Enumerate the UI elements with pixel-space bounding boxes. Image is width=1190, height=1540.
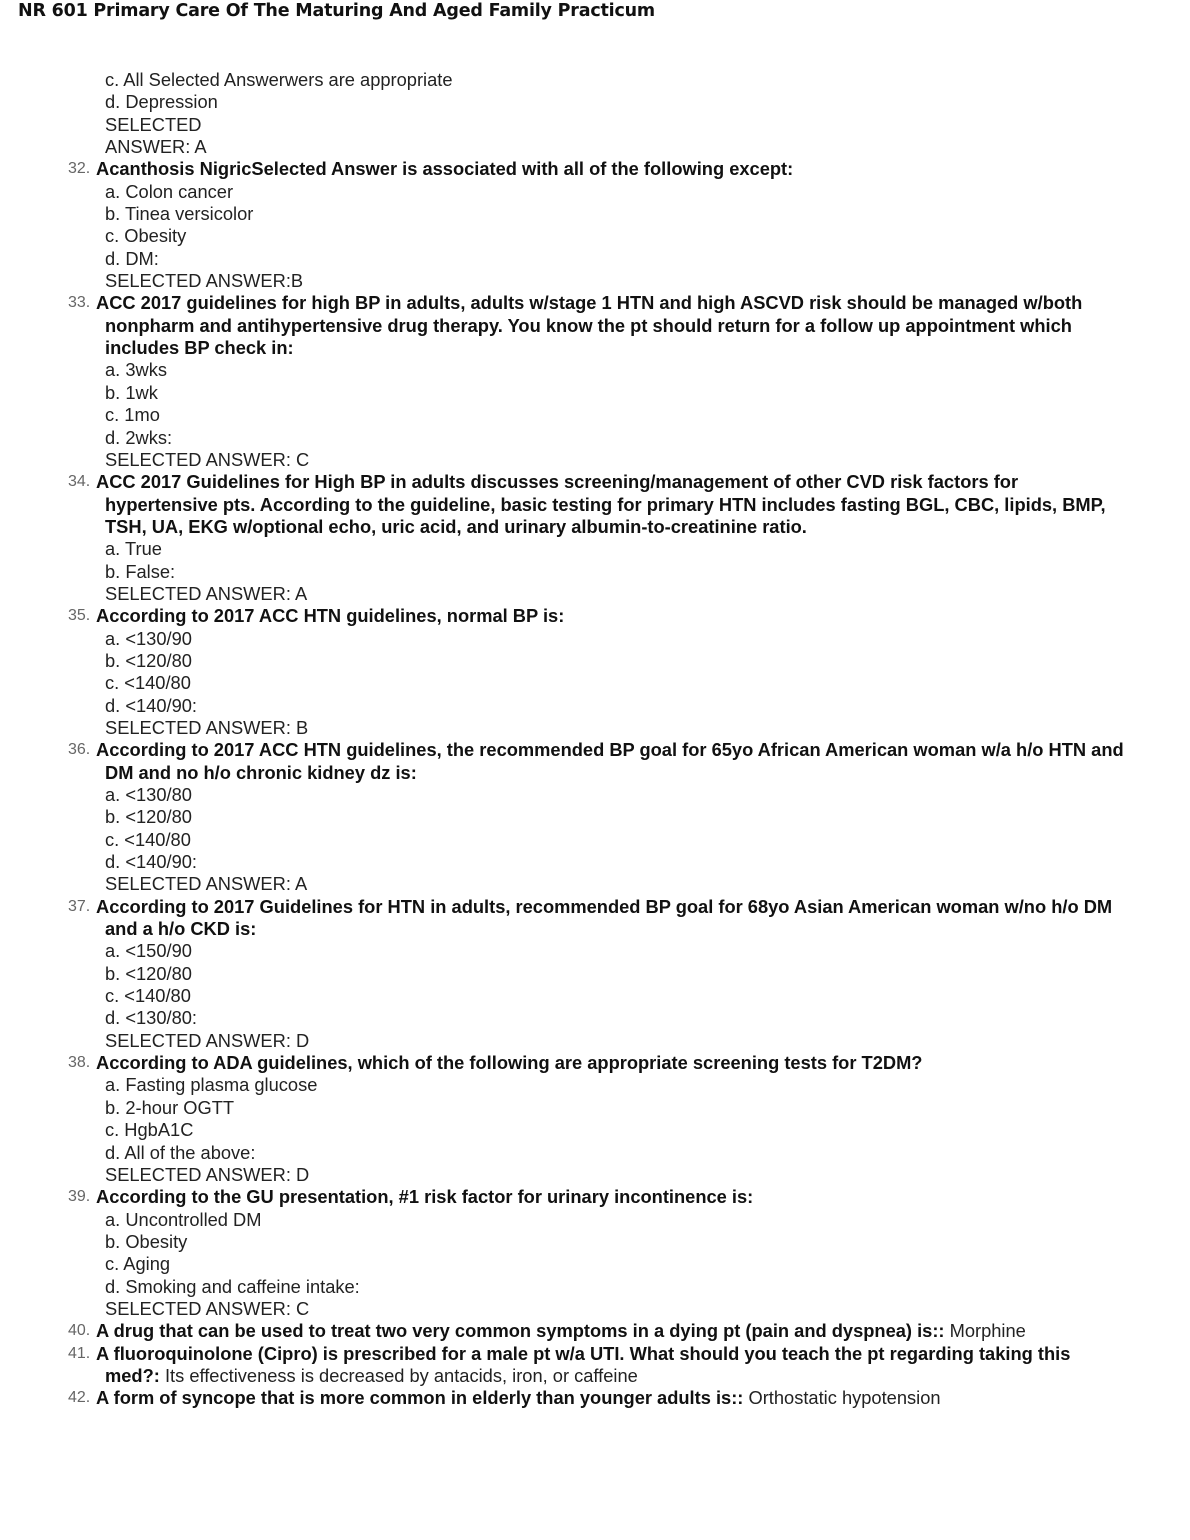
answer-line: SELECTED ANSWER: B [105,716,309,738]
question-item [0,292,1190,359]
question-number: 42. [68,1389,91,1407]
answer-line: d. 2wks: [105,426,173,448]
answer-line: b. 1wk [105,381,158,403]
answer-line: SELECTED ANSWER: D [105,1163,310,1185]
question-number: 40. [68,1322,91,1340]
question-item [0,471,1190,538]
question-text: According to 2017 ACC HTN guidelines, normal BP is: [96,605,565,627]
question-number: 37. [68,897,91,915]
question-number: 39. [68,1188,91,1206]
answer-line: d. <140/90: [105,694,197,716]
answer-line: a. Uncontrolled DM [105,1208,262,1230]
answer-line: c. 1mo [105,404,160,426]
question-item [0,739,1190,784]
answer-line: d. All of the above: [105,1141,256,1163]
question-item [0,1343,1190,1388]
answer-line: c. All Selected Answerwers are appropriate [105,69,453,90]
question-item [0,896,1190,941]
answer-line: a. Colon cancer [105,180,234,202]
answer-line: SELECTED ANSWER: C [105,1297,310,1319]
answer-line: d. <130/80: [105,1007,197,1029]
answer-line: b. <120/80 [105,962,192,984]
question-list [0,69,1190,1410]
question-number: 38. [68,1054,91,1072]
answer-line: b. 2-hour OGTT [105,1096,235,1118]
question-number: 32. [68,160,91,178]
answer-line: c. Aging [105,1253,171,1275]
answer-line: SELECTED ANSWER: A [105,582,308,604]
answer-line: SELECTED ANSWER:B [105,270,304,292]
answer-line: a. <130/90 [105,627,192,649]
answer-line: a. Fasting plasma glucose [105,1074,318,1096]
answer-line: c. <140/80 [105,985,191,1007]
question-number: 41. [68,1344,91,1362]
question-item [0,1052,1190,1074]
answer-line: a. 3wks [105,359,167,381]
answer-line: c. Obesity [105,225,187,247]
question-text: According to the GU presentation, #1 risk factor for urinary incontinence is: [96,1186,754,1208]
question-number: 33. [68,294,91,312]
question-number: 36. [68,741,91,759]
question-text: ACC 2017 guidelines for high BP in adults, adults w/stage 1 HTN and high ASCVD risk should be managed w/both nonpharm and antihypertensive drug therapy. You know the pt should return for a follow up appointment which includes BP check in: [96,292,1083,359]
answer-line: b. Tinea versicolor [105,203,254,225]
answer-line: SELECTED ANSWER: A [105,873,308,895]
answer-line: SELECTED ANSWER: D [105,1029,310,1051]
answer-line: c. HgbA1C [105,1119,194,1141]
question-answer: Morphine [949,1320,1026,1342]
answer-line: b. Obesity [105,1230,188,1252]
question-text: A fluoroquinolone (Cipro) is prescribed for a male pt w/a UTI. What should you teach the pt regarding taking this med?: [96,1342,1071,1386]
answer-line: c. <140/80 [105,828,191,850]
answer-line: ANSWER: A [105,136,207,158]
answer-line: SELECTED [105,113,202,135]
question-item [0,1387,1190,1409]
answer-line: b. False: [105,560,176,582]
answer-line: d. <140/90: [105,851,197,873]
question-text: According to 2017 ACC HTN guidelines, the recommended BP goal for 65yo African American woman w/a h/o HTN and DM and no h/o chronic kidney dz is: [96,739,1124,783]
question-item [0,158,1190,180]
question-answer: Its effectiveness is decreased by antacids, iron, or caffeine [164,1364,638,1386]
question-item [0,1320,1190,1342]
answer-line: d. DM: [105,247,159,269]
question-text: Acanthosis NigricSelected Answer is associated with all of the following except: [96,158,794,180]
question-text: A drug that can be used to treat two very common symptoms in a dying pt (pain and dyspnea) is:: [96,1320,945,1342]
question-text: According to ADA guidelines, which of the following are appropriate screening tests for T2DM? [96,1052,923,1074]
answer-line: a. <130/80 [105,784,192,805]
question-number: 34. [68,473,91,491]
answer-line: SELECTED ANSWER: C [105,448,310,470]
answer-line: c. <140/80 [105,672,191,694]
question-text: According to 2017 Guidelines for HTN in adults, recommended BP goal for 68yo Asian American woman w/no h/o DM and a h/o CKD is: [96,895,1113,940]
answer-line: d. Depression [105,91,218,113]
question-text: ACC 2017 Guidelines for High BP in adults discusses screening/management of other CVD risk factors for hypertensive pts. According to the guideline, basic testing for primary HTN includes fasting BGL, CBC, lipids, BMP, TSH, UA, EKG w/optional echo, uric acid, and urinary albumin-to-creatinine ratio. [96,471,1106,537]
question-answer: Orthostatic hypotension [748,1387,941,1409]
page-title: NR 601 Primary Care Of The Maturing And Aged Family Practicum [18,1,655,21]
answer-line: a. True [105,538,162,560]
question-number: 35. [68,607,91,625]
answer-line: b. <120/80 [105,806,192,828]
answer-line: d. Smoking and caffeine intake: [105,1275,360,1297]
question-item [0,1186,1190,1208]
answer-line: a. <150/90 [105,940,192,962]
question-item [0,605,1190,627]
question-text: A form of syncope that is more common in elderly than younger adults is:: [96,1387,744,1409]
answer-line: b. <120/80 [105,649,192,671]
